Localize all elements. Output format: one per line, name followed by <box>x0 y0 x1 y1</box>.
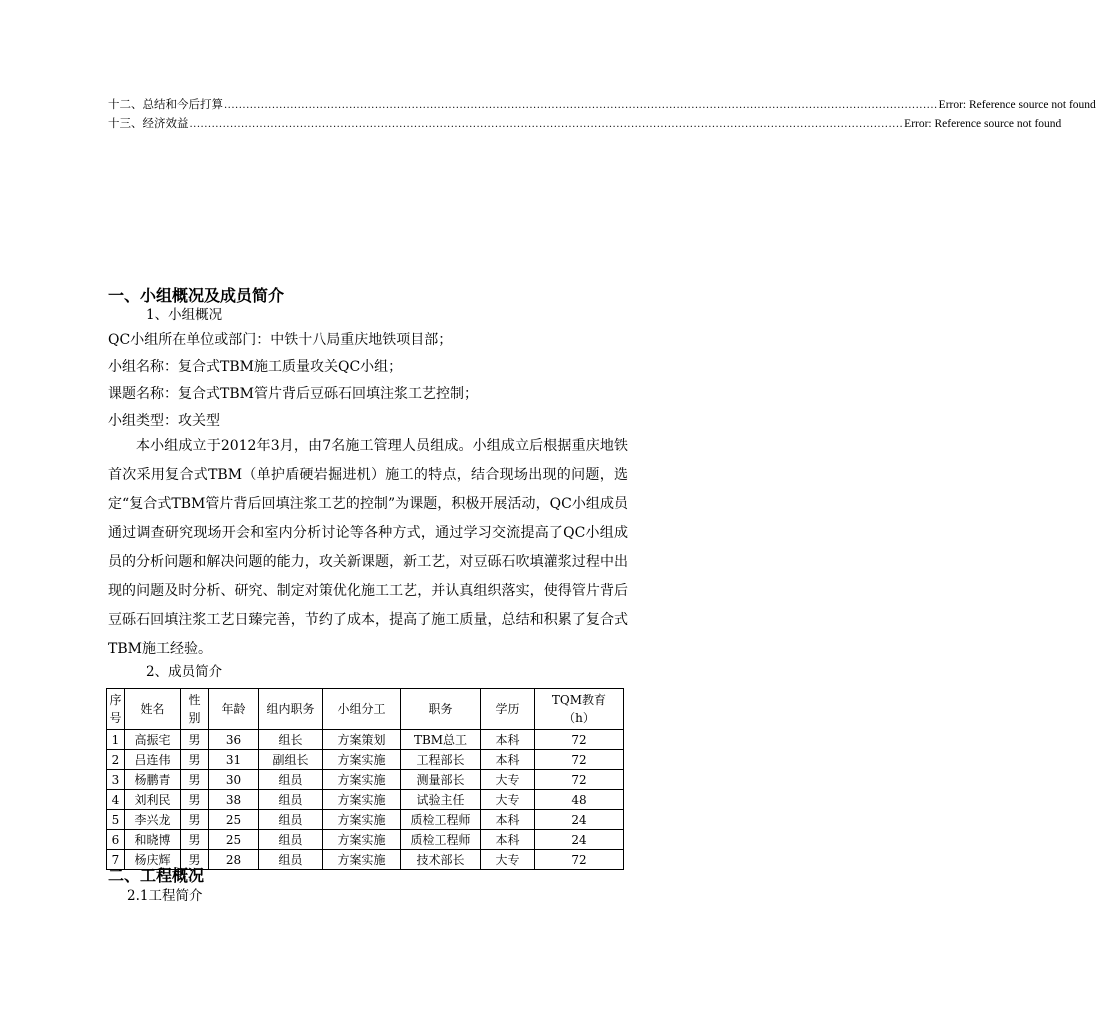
cell-task: 方案实施 <box>323 810 401 830</box>
cell-no: 3 <box>107 770 125 790</box>
cell-tqm: 72 <box>535 850 624 870</box>
cell-no: 4 <box>107 790 125 810</box>
group-overview-paragraph: 本小组成立于2012年3月，由7名施工管理人员组成。小组成立后根据重庆地铁首次采用复合式TBM（单护盾硬岩掘进机）施工的特点，结合现场出现的问题，选定“复合式TBM管片背后回填注浆工艺的控制”为课题，积极开展活动，QC小组成员通过调查研究现场开会和室内分析讨论等各种方式，通过学习交流提高了QC小组成员的分析问题和解决问题的能力，攻关新课题，新工艺，对豆砾石吹填灌浆过程中出现的问题及时分析、研究、制定对策优化施工工艺，并认真组织落实，使得管片背后豆砾石回填注浆工艺日臻完善，节约了成本，提高了施工质量，总结和积累了复合式TBM施工经验。 <box>108 438 628 657</box>
cell-task: 方案实施 <box>323 790 401 810</box>
cell-gender: 男 <box>181 810 209 830</box>
cell-name: 杨庆辉 <box>125 850 181 870</box>
info-line-type: 小组类型：攻关型 <box>108 413 220 429</box>
table-row <box>107 810 624 830</box>
cell-role: 副组长 <box>259 750 323 770</box>
header-seq: 序 号 <box>107 689 125 730</box>
toc-entry-reference: Error: Reference source not found <box>904 118 1062 130</box>
cell-no: 2 <box>107 750 125 770</box>
cell-education: 本科 <box>481 830 535 850</box>
header-education: 学历 <box>481 689 535 730</box>
header-position: 职务 <box>401 689 481 730</box>
cell-gender: 男 <box>181 730 209 750</box>
cell-task: 方案策划 <box>323 730 401 750</box>
toc-leader-dots: .................................................................................................................................................................................................. <box>224 100 938 111</box>
cell-tqm: 72 <box>535 770 624 790</box>
cell-age: 36 <box>209 730 259 750</box>
table-row <box>107 770 624 790</box>
cell-name: 吕连伟 <box>125 750 181 770</box>
cell-role: 组员 <box>259 850 323 870</box>
cell-tqm: 72 <box>535 750 624 770</box>
toc-entry-label: 十二、总结和今后打算 <box>108 97 223 111</box>
cell-name: 李兴龙 <box>125 810 181 830</box>
cell-position: 质检工程师 <box>401 830 481 850</box>
cell-role: 组员 <box>259 790 323 810</box>
cell-position: TBM总工 <box>401 730 481 750</box>
table-header-row <box>107 689 624 730</box>
cell-position: 工程部长 <box>401 750 481 770</box>
toc-entry[interactable] <box>108 96 1096 112</box>
header-tqm: TQM教育 （h） <box>535 689 624 730</box>
info-line-unit: QC小组所在单位或部门：中铁十八局重庆地铁项目部； <box>108 332 453 348</box>
cell-tqm: 72 <box>535 730 624 750</box>
cell-age: 28 <box>209 850 259 870</box>
cell-tqm: 48 <box>535 790 624 810</box>
cell-position: 试验主任 <box>401 790 481 810</box>
cell-task: 方案实施 <box>323 830 401 850</box>
cell-gender: 男 <box>181 830 209 850</box>
cell-no: 6 <box>107 830 125 850</box>
cell-education: 本科 <box>481 750 535 770</box>
cell-no: 5 <box>107 810 125 830</box>
cell-age: 31 <box>209 750 259 770</box>
table-row <box>107 790 624 810</box>
subsection-heading: 2.1工程简介 <box>127 888 203 904</box>
cell-task: 方案实施 <box>323 750 401 770</box>
header-role: 组内职务 <box>259 689 323 730</box>
header-name: 姓名 <box>125 689 181 730</box>
members-table <box>106 688 624 870</box>
cell-name: 高振宅 <box>125 730 181 750</box>
toc-entry-reference: Error: Reference source not found <box>938 99 1096 111</box>
cell-age: 38 <box>209 790 259 810</box>
cell-task: 方案实施 <box>323 850 401 870</box>
cell-education: 本科 <box>481 810 535 830</box>
subsection-heading: 1、小组概况 <box>146 307 223 323</box>
cell-education: 大专 <box>481 850 535 870</box>
info-line-group-name: 小组名称：复合式TBM施工质量攻关QC小组； <box>108 359 403 375</box>
cell-age: 25 <box>209 830 259 850</box>
cell-gender: 男 <box>181 750 209 770</box>
subsection-heading: 2、成员简介 <box>146 664 223 680</box>
cell-position: 测量部长 <box>401 770 481 790</box>
cell-gender: 男 <box>181 850 209 870</box>
cell-no: 1 <box>107 730 125 750</box>
cell-role: 组员 <box>259 770 323 790</box>
cell-education: 本科 <box>481 730 535 750</box>
header-gender: 性 别 <box>181 689 209 730</box>
cell-role: 组员 <box>259 810 323 830</box>
cell-age: 30 <box>209 770 259 790</box>
cell-education: 大专 <box>481 790 535 810</box>
toc-leader-dots: .................................................................................................................................................................................................. <box>189 119 904 130</box>
cell-tqm: 24 <box>535 810 624 830</box>
info-line-topic: 课题名称：复合式TBM管片背后豆砾石回填注浆工艺控制； <box>108 386 478 402</box>
cell-name: 杨鹏青 <box>125 770 181 790</box>
table-row <box>107 730 624 750</box>
cell-name: 刘利民 <box>125 790 181 810</box>
cell-tqm: 24 <box>535 830 624 850</box>
cell-position: 质检工程师 <box>401 810 481 830</box>
table-row <box>107 830 624 850</box>
cell-position: 技术部长 <box>401 850 481 870</box>
cell-gender: 男 <box>181 770 209 790</box>
table-row <box>107 750 624 770</box>
cell-age: 25 <box>209 810 259 830</box>
header-task: 小组分工 <box>323 689 401 730</box>
cell-name: 和晓博 <box>125 830 181 850</box>
toc-entry-label: 十三、经济效益 <box>108 116 189 130</box>
section-heading: 二、工程概况 <box>108 866 205 885</box>
cell-role: 组长 <box>259 730 323 750</box>
cell-no: 7 <box>107 850 125 870</box>
section-heading: 一、小组概况及成员简介 <box>108 286 285 305</box>
toc-entry[interactable] <box>108 115 1062 131</box>
cell-education: 大专 <box>481 770 535 790</box>
cell-role: 组员 <box>259 830 323 850</box>
cell-gender: 男 <box>181 790 209 810</box>
cell-task: 方案实施 <box>323 770 401 790</box>
header-age: 年龄 <box>209 689 259 730</box>
